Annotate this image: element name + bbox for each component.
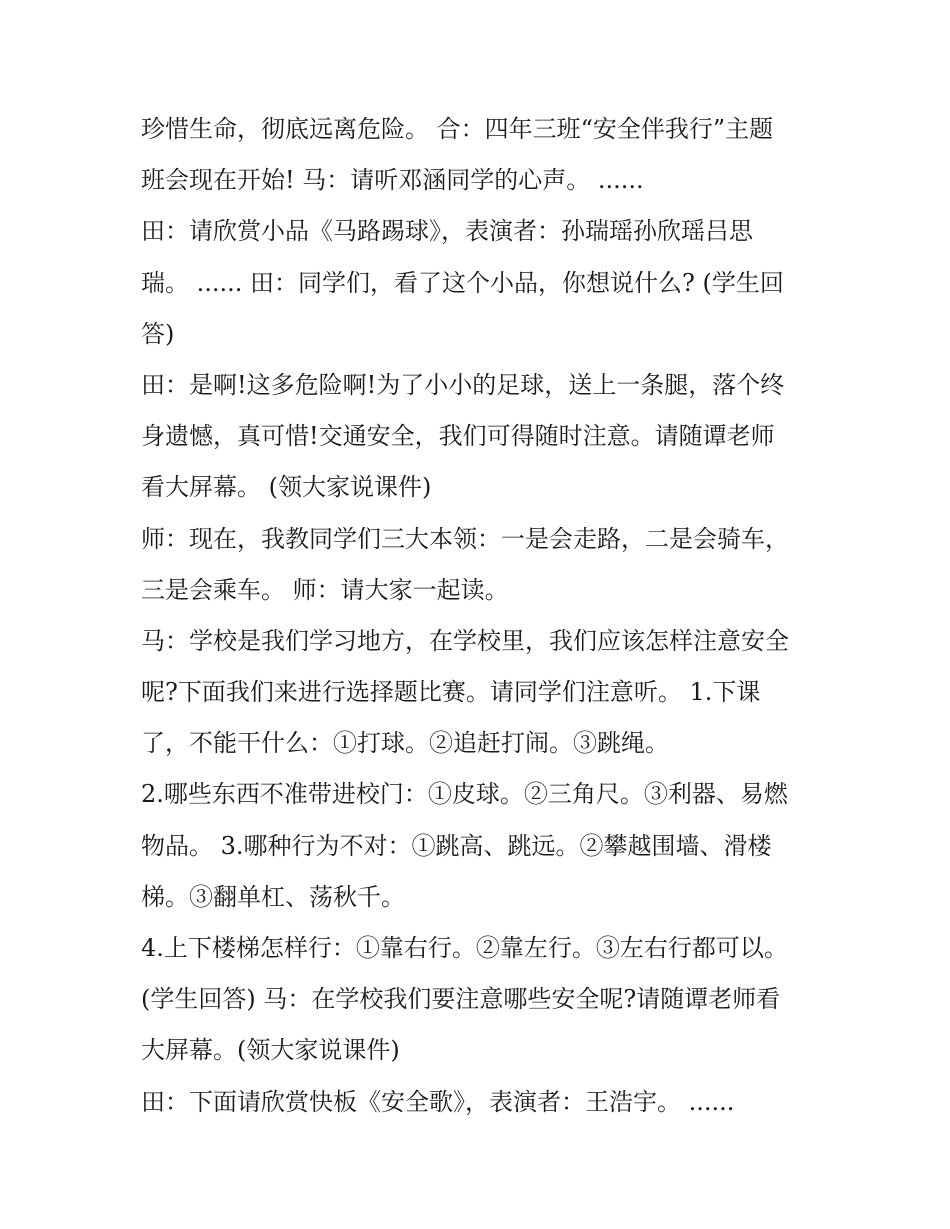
text-line: 呢?下面我们来进行选择题比赛。请同学们注意听。 1.下课 [141, 678, 761, 707]
text-line: 4.上下楼梯怎样行：①靠右行。②靠左行。③左右行都可以。 [141, 934, 788, 962]
text-line: 马：学校是我们学习地方，在学校里，我们应该怎样注意安全 [141, 626, 789, 655]
text-line: 梯。③翻单杠、荡秋千。 [141, 882, 405, 911]
text-line: (学生回答) 马：在学校我们要注意哪些安全呢?请随谭老师看 [141, 985, 781, 1014]
body-text [141, 104, 831, 1128]
text-line: 看大屏幕。 (领大家说课件) [141, 473, 432, 502]
text-line: 田：请欣赏小品《马路踢球》，表演者：孙瑞瑶孙欣瑶吕思 [141, 217, 753, 246]
text-line: 师：现在，我教同学们三大本领：一是会走路，二是会骑车， [141, 524, 789, 553]
text-line: 物品。 3.哪种行为不对：①跳高、跳远。②攀越围墙、滑楼 [141, 831, 772, 860]
text-line: 田：是啊!这多危险啊!为了小小的足球，送上一条腿，落个终 [141, 370, 785, 399]
text-line: 田：下面请欣赏快板《安全歌》，表演者：王浩宇。 ...... [141, 1087, 735, 1116]
text-line: 珍惜生命，彻底远离危险。 合：四年三班“安全伴我行”主题 [141, 115, 774, 143]
text-line: 答) [141, 319, 175, 348]
text-line: 身遗憾，真可惜!交通安全，我们可得随时注意。请随谭老师 [141, 422, 775, 451]
text-line: 班会现在开始! 马：请听邓涵同学的心声。 ...... [141, 166, 644, 195]
text-line: 了，不能干什么：①打球。②追赶打闹。③跳绳。 [141, 729, 669, 758]
text-line: 三是会乘车。 师：请大家一起读。 [141, 575, 509, 604]
text-line: 2.哪些东西不准带进校门：①皮球。②三角尺。③利器、易燃 [141, 780, 788, 809]
text-line: 大屏幕。(领大家说课件) [141, 1036, 400, 1065]
text-line: 瑞。 ...... 田：同学们，看了这个小品，你想说什么? (学生回 [141, 268, 784, 297]
